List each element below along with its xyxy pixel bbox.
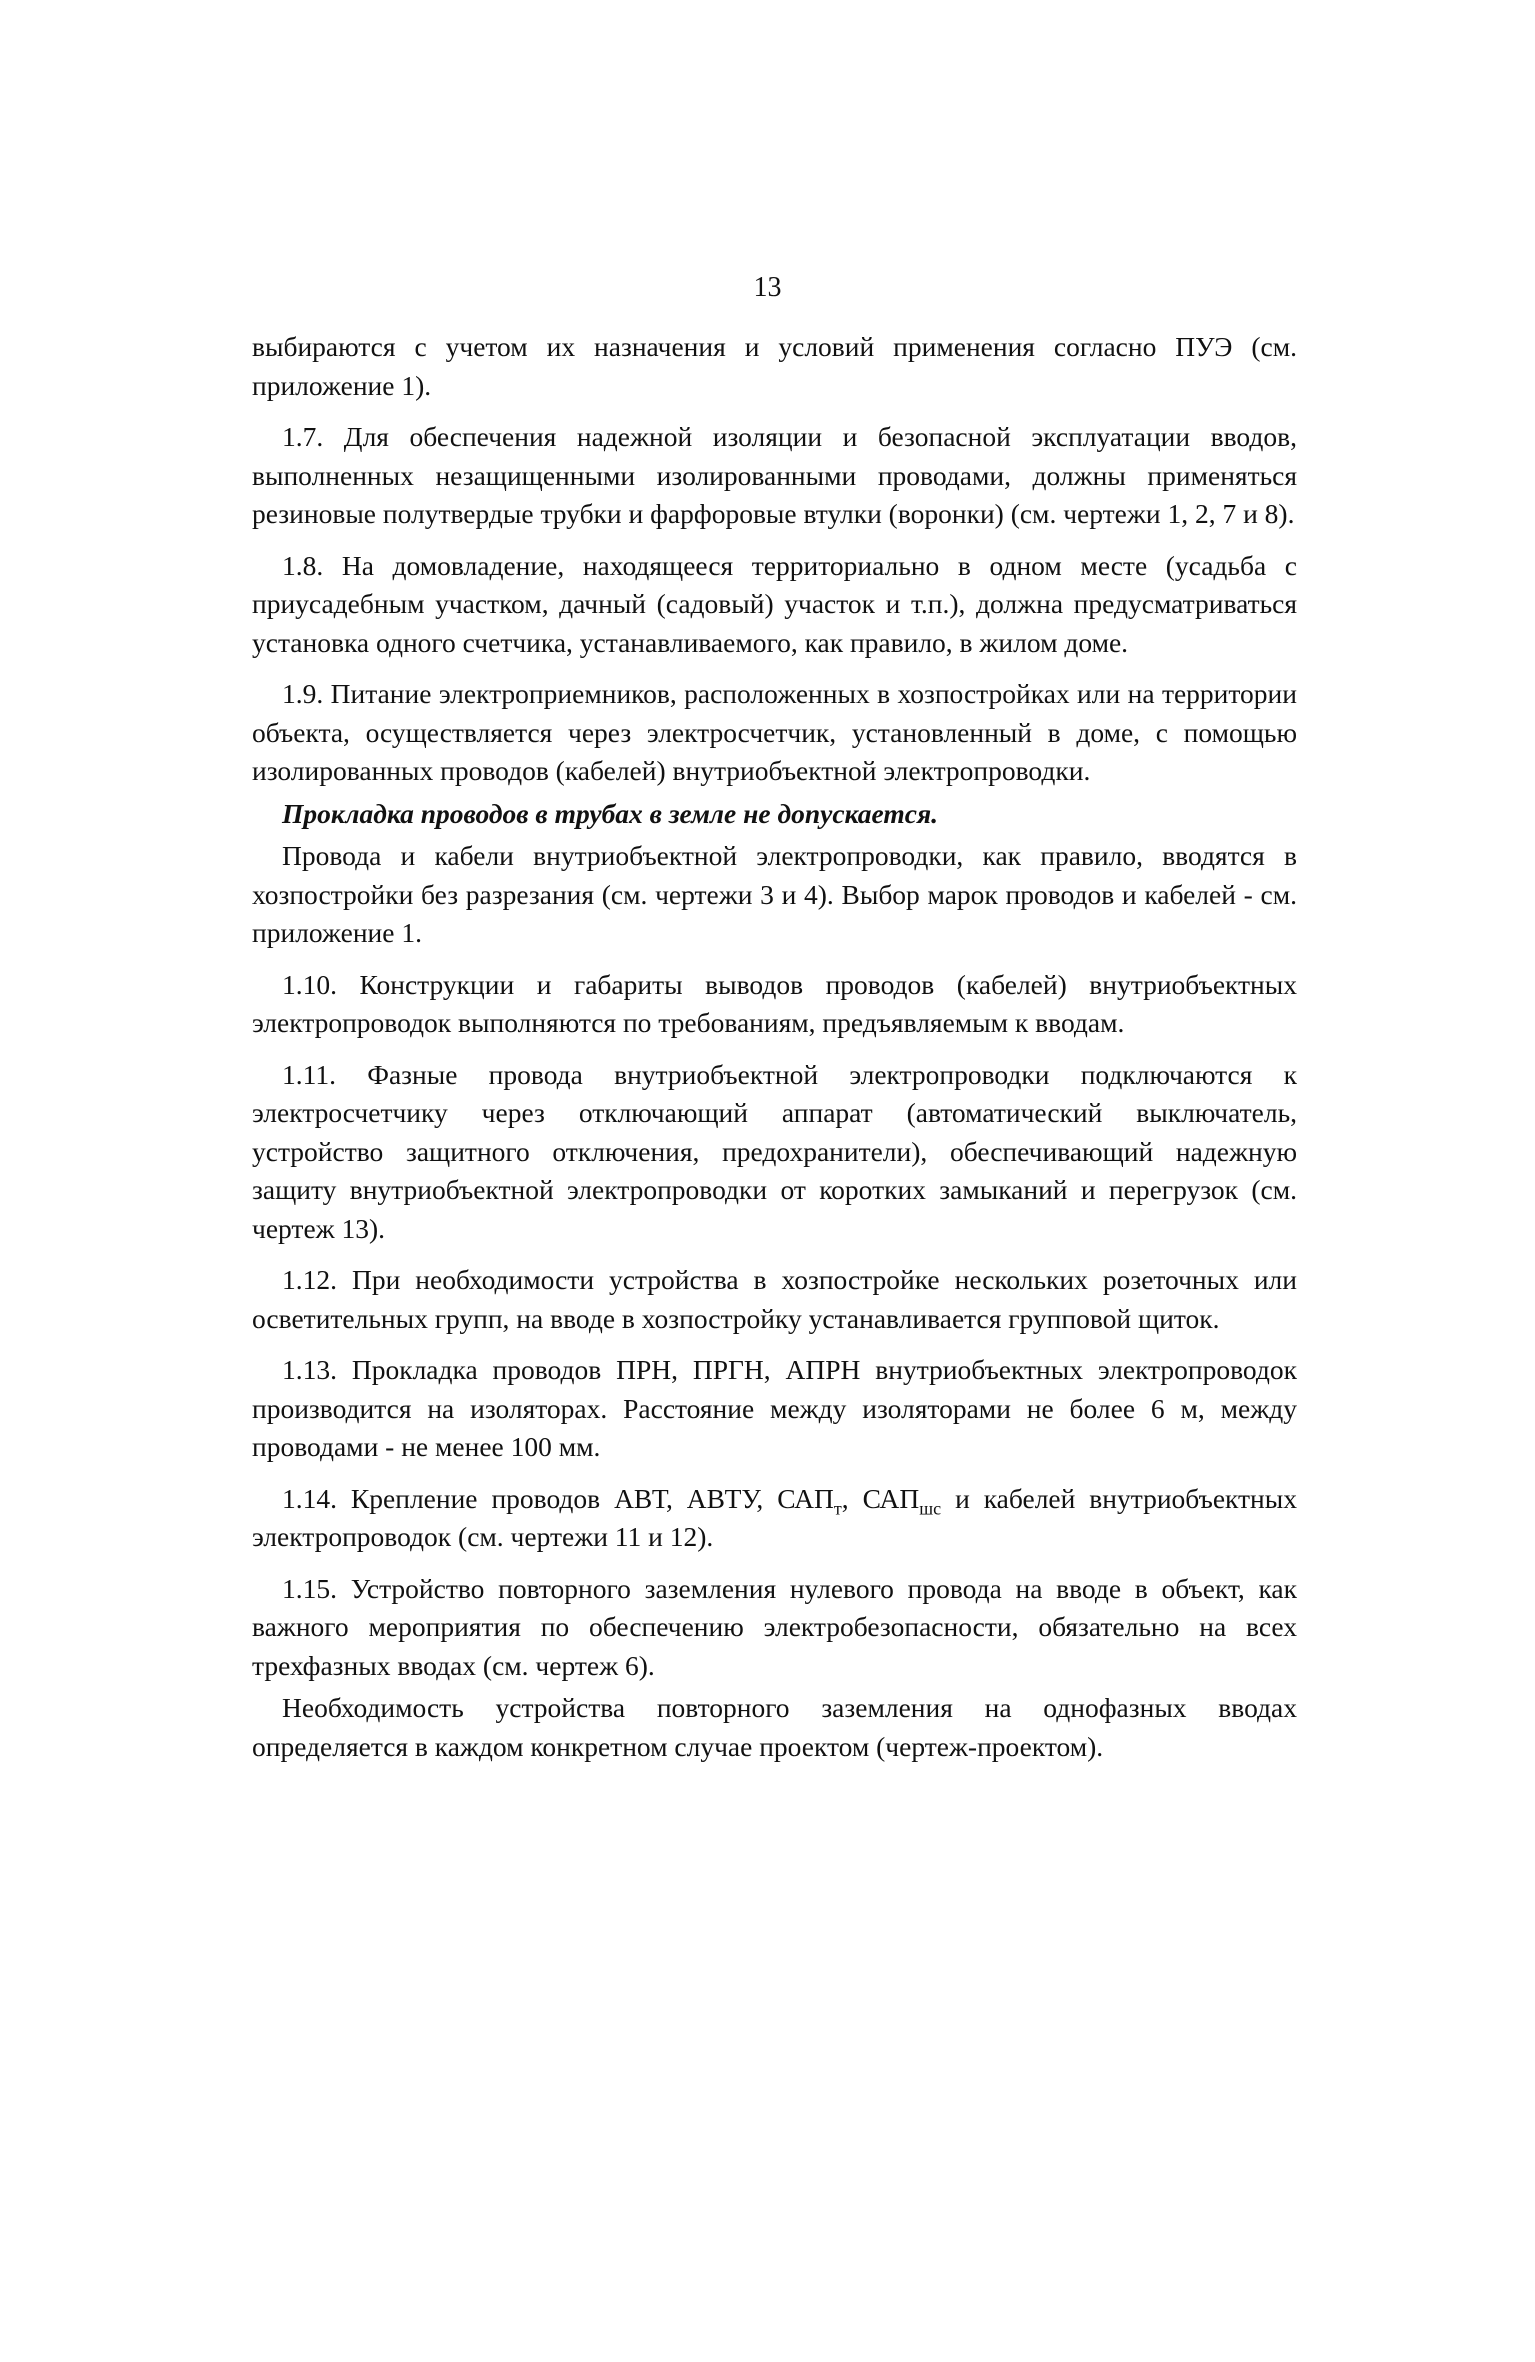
document-body <box>252 328 1297 1779</box>
paragraph-1-15: 1.15. Устройство повторного заземления нулевого провода на вводе в объект, как важного мероприятия по обеспечению электробезопасности, обязательно на всех трехфазных вводах (см. чертеж 6). <box>252 1572 1297 1681</box>
page-number: 13 <box>753 272 782 303</box>
paragraph-1-8: 1.8. На домовладение, находящееся территориально в одном месте (усадьба с приусадебным участком, дачный (садовый) участок и т.п.), должна предусматриваться установка одного счетчика, устанавливаемого, как правило, в жилом доме. <box>252 549 1297 658</box>
paragraph-continuation: выбираются с учетом их назначения и условий применения согласно ПУЭ (см. приложение 1). <box>252 331 1297 401</box>
paragraph-1-9: 1.9. Питание электроприемников, расположенных в хозпостройках или на территории объекта, осуществляется через электросчетчик, установленный в доме, с помощью изолированных проводов (кабелей) внутриобъектной электропроводки. <box>252 678 1297 786</box>
paragraph-1-14-start: 1.14. Крепление проводов АВТ, АВТУ, САП <box>282 1482 834 1514</box>
subscript-shs: шс <box>919 1498 942 1518</box>
subscript-t: т <box>833 1498 842 1518</box>
paragraph-1-14-mid: , САП <box>841 1482 920 1514</box>
paragraph-1-14-end: и кабелей внутриобъектных электропроводок (см. чертежи 11 и 12). <box>252 1482 1297 1552</box>
paragraph-cable-entry: Провода и кабели внутриобъектной электропроводки, как правило, вводятся в хозпостройки без разрезания (см. чертежи 3 и 4). Выбор марок проводов и кабелей - см. приложение 1. <box>252 840 1297 948</box>
paragraph-1-10: 1.10. Конструкции и габариты выводов проводов (кабелей) внутриобъектных электропроводок выполняются по требованиям, предъявляемым к вводам. <box>252 968 1297 1038</box>
paragraph-1-13: 1.13. Прокладка проводов ПРН, ПРГН, АПРН внутриобъектных электропроводок производится на изоляторах. Расстояние между изоляторами не более 6 м, между проводами - не менее 100 мм. <box>252 1354 1297 1462</box>
paragraph-1-11: 1.11. Фазные провода внутриобъектной электропроводки подключаются к электросчетчику через отключающий аппарат (автоматический выключатель, устройство защитного отключения, предохранители), обеспечивающий надежную защиту внутриобъектной электропроводки от коротких замыканий и перегрузок (см. чертеж 13). <box>252 1058 1297 1244</box>
emphasis-note: Прокладка проводов в трубах в земле не допускается. <box>282 797 939 829</box>
paragraph-1-12: 1.12. При необходимости устройства в хозпостройке нескольких розеточных или осветительных групп, на вводе в хозпостройку устанавливается групповой щиток. <box>252 1264 1297 1334</box>
paragraph-grounding-note: Необходимость устройства повторного заземления на однофазных вводах определяется в каждом конкретном случае проектом (чертеж-проектом). <box>252 1692 1297 1762</box>
paragraph-1-7: 1.7. Для обеспечения надежной изоляции и безопасной эксплуатации вводов, выполненных незащищенными изолированными проводами, должны применяться резиновые полутвердые трубки и фарфоровые втулки (воронки) (см. чертежи 1, 2, 7 и 8). <box>252 421 1297 529</box>
paragraph-1-14 <box>252 1480 1297 1557</box>
